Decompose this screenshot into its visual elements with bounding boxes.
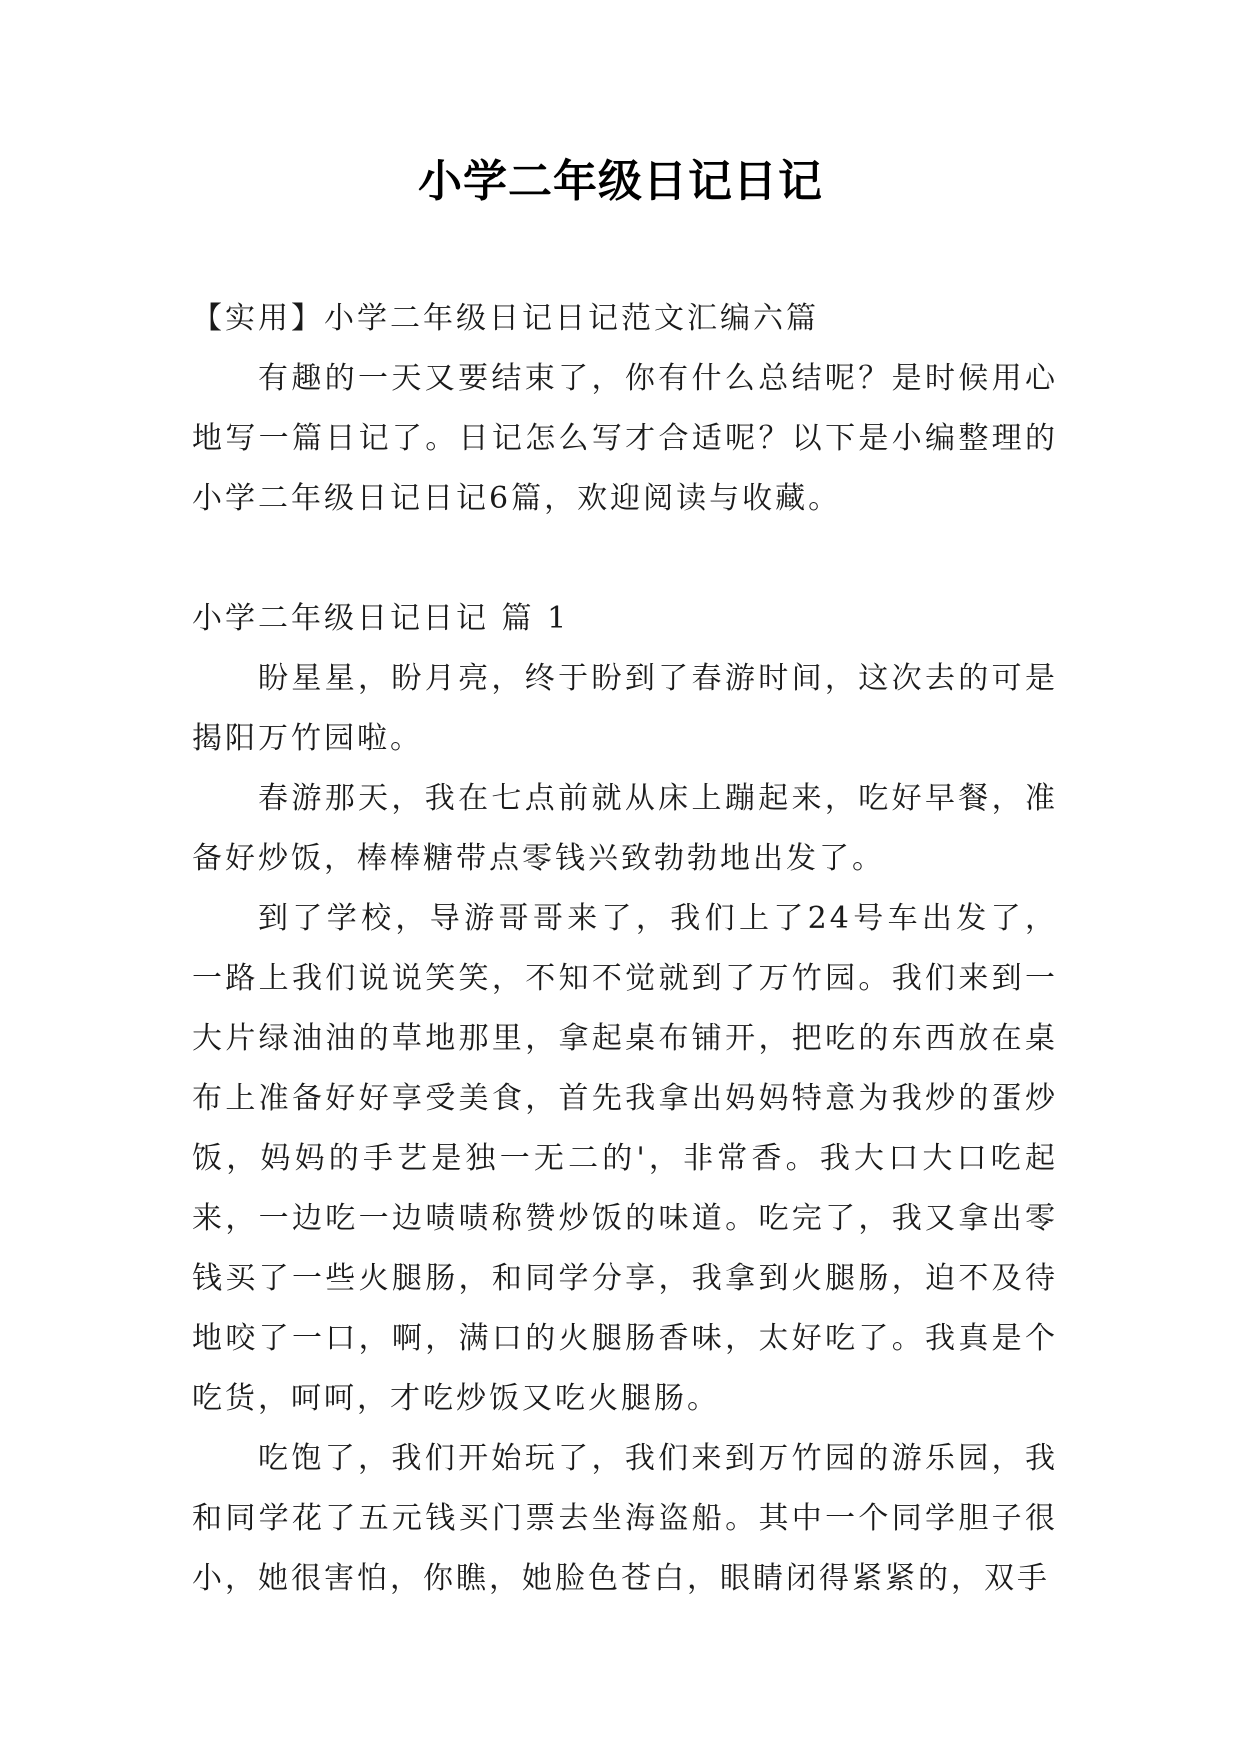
paragraph: 吃饱了，我们开始玩了，我们来到万竹园的游乐园，我和同学花了五元钱买门票去坐海盗船。其中一个同学胆子很小，她很害怕，你瞧，她脸色苍白，眼睛闭得紧紧的，双手 [192, 1441, 1058, 1596]
document-body [192, 289, 1058, 1609]
intro-paragraph: 有趣的一天又要结束了，你有什么总结呢？是时候用心地写一篇日记了。日记怎么写才合适呢？以下是小编整理的小学二年级日记日记6篇，欢迎阅读与收藏。 [192, 361, 1058, 516]
intro-heading: 【实用】小学二年级日记日记范文汇编六篇 [192, 301, 819, 336]
paragraph: 盼星星，盼月亮，终于盼到了春游时间，这次去的可是揭阳万竹园啦。 [192, 661, 1058, 756]
paragraph: 春游那天，我在七点前就从床上蹦起来，吃好早餐，准备好炒饭，棒棒糖带点零钱兴致勃勃地出发了。 [192, 781, 1058, 876]
section-heading: 小学二年级日记日记 篇 1 [192, 601, 570, 636]
document-title: 小学二年级日记日记 [418, 156, 823, 207]
paragraph: 到了学校，导游哥哥来了，我们上了24号车出发了，一路上我们说说笑笑，不知不觉就到了万竹园。我们来到一大片绿油油的草地那里，拿起桌布铺开，把吃的东西放在桌布上准备好好享受美食，首先我拿出妈妈特意为我炒的蛋炒饭，妈妈的手艺是独一无二的'，非常香。我大口大口吃起来，一边吃一边啧啧称赞炒饭的味道。吃完了，我又拿出零钱买了一些火腿肠，和同学分享，我拿到火腿肠，迫不及待地咬了一口，啊，满口的火腿肠香味，太好吃了。我真是个吃货，呵呵，才吃炒饭又吃火腿肠。 [192, 901, 1058, 1416]
section-spacer [192, 529, 1058, 589]
